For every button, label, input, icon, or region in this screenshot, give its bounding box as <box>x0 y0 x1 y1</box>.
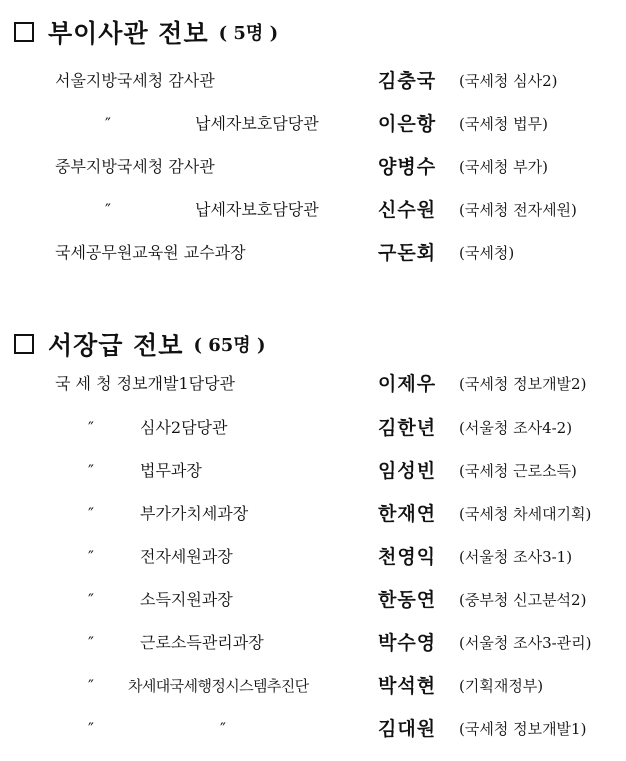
dept-label: 납세자보호담당관 <box>195 114 319 133</box>
dept-label: 근로소득관리과장 <box>140 633 264 652</box>
section-header <box>14 14 278 50</box>
ditto-mark: ″ <box>88 418 94 437</box>
person-name: 이은항 <box>378 113 437 135</box>
dept-label: 법무과장 <box>140 461 202 480</box>
dept-label: 전자세원과장 <box>140 547 233 566</box>
ditto-mark: ″ <box>105 200 111 219</box>
ditto-mark: ″ <box>88 504 94 523</box>
ditto-mark: ″ <box>88 719 94 738</box>
list-item <box>0 69 626 93</box>
square-bullet-icon <box>14 334 34 354</box>
previous-post: (국세청 전자세원) <box>459 201 577 219</box>
list-item <box>0 545 626 569</box>
section-title: 부이사관 전보 <box>48 19 209 48</box>
person-name: 김한년 <box>378 417 437 439</box>
previous-post: (국세청 정보개발1) <box>459 720 587 738</box>
dept-label: 심사2담당관 <box>140 418 228 437</box>
list-item <box>0 459 626 483</box>
previous-post: (국세청) <box>459 244 515 262</box>
dept-label: 납세자보호담당관 <box>195 200 319 219</box>
ditto-mark: ″ <box>88 590 94 609</box>
section-count: ( 5명 ) <box>218 23 279 44</box>
list-item <box>0 416 626 440</box>
person-name: 양병수 <box>378 156 437 178</box>
list-item <box>0 372 626 396</box>
list-item <box>0 631 626 655</box>
ditto-mark: ″ <box>220 719 226 738</box>
ditto-mark: ″ <box>88 633 94 652</box>
list-item <box>0 717 626 741</box>
org-label: 국세공무원교육원 교수과장 <box>55 243 246 262</box>
section-title: 서장급 전보 <box>48 331 184 360</box>
list-item <box>0 155 626 179</box>
list-item <box>0 674 626 698</box>
person-name: 김대원 <box>378 718 437 740</box>
org-label: 중부지방국세청 감사관 <box>55 157 215 176</box>
previous-post: (서울청 조사3-1) <box>459 548 573 566</box>
previous-post: (서울청 조사3-관리) <box>459 634 592 652</box>
ditto-mark: ″ <box>88 676 94 695</box>
previous-post: (기획재정부) <box>459 677 544 695</box>
person-name: 한재연 <box>378 503 437 525</box>
person-name: 천영익 <box>378 546 437 568</box>
org-label: 국 세 청 정보개발1담당관 <box>55 374 235 393</box>
previous-post: (국세청 정보개발2) <box>459 375 587 393</box>
ditto-mark: ″ <box>88 461 94 480</box>
list-item <box>0 112 626 136</box>
list-item <box>0 241 626 265</box>
dept-label: 부가가치세과장 <box>140 504 249 523</box>
ditto-mark: ″ <box>105 114 111 133</box>
dept-label: 차세대국세행정시스템추진단 <box>128 677 309 695</box>
org-label: 서울지방국세청 감사관 <box>55 71 215 90</box>
section-header <box>14 326 265 362</box>
person-name: 박석현 <box>378 675 437 697</box>
list-item <box>0 502 626 526</box>
previous-post: (서울청 조사4-2) <box>459 419 573 437</box>
square-bullet-icon <box>14 22 34 42</box>
person-name: 이제우 <box>378 373 437 395</box>
section-count: ( 65명 ) <box>193 335 266 356</box>
person-name: 김충국 <box>378 70 437 92</box>
list-item <box>0 198 626 222</box>
previous-post: (국세청 근로소득) <box>459 462 577 480</box>
person-name: 한동연 <box>378 589 437 611</box>
previous-post: (국세청 차세대기획) <box>459 505 592 523</box>
list-item <box>0 588 626 612</box>
previous-post: (중부청 신고분석2) <box>459 591 587 609</box>
previous-post: (국세청 법무) <box>459 115 548 133</box>
ditto-mark: ″ <box>88 547 94 566</box>
person-name: 박수영 <box>378 632 437 654</box>
person-name: 구돈회 <box>378 242 437 264</box>
previous-post: (국세청 심사2) <box>459 72 558 90</box>
person-name: 임성빈 <box>378 460 437 482</box>
dept-label: 소득지원과장 <box>140 590 233 609</box>
person-name: 신수원 <box>378 199 437 221</box>
previous-post: (국세청 부가) <box>459 158 548 176</box>
